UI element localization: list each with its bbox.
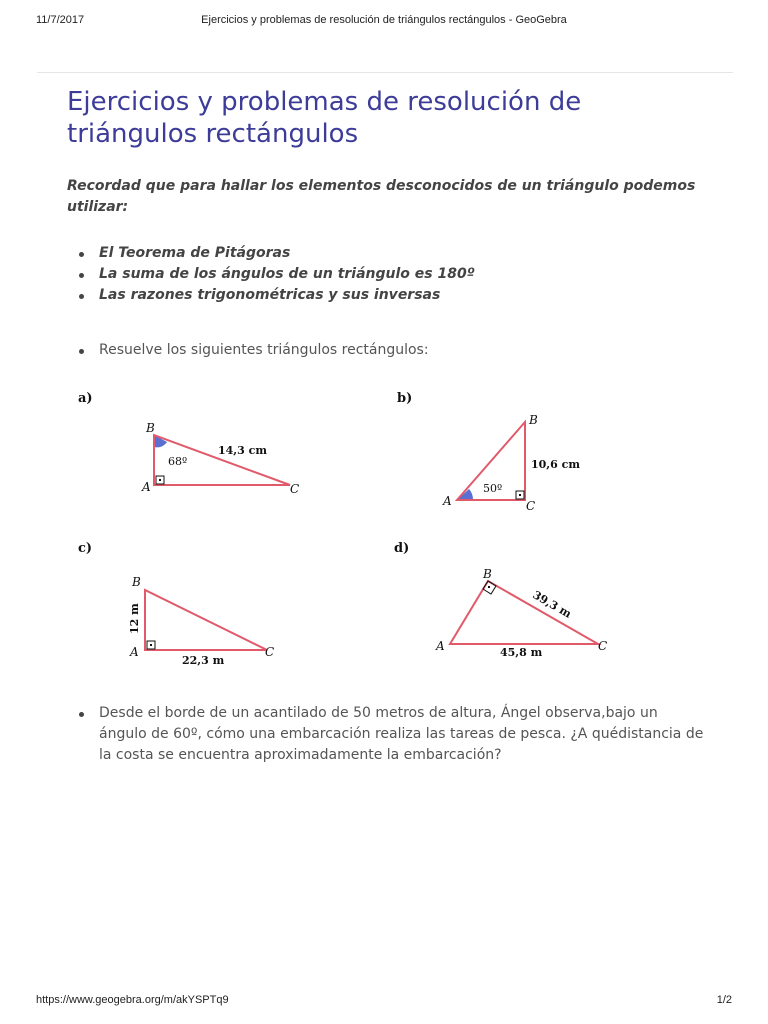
task-solve-triangles: Resuelve los siguientes triángulos rectángulos: [99,340,709,361]
triangle-d [450,581,598,644]
angle-value-a: 68º [168,455,188,468]
intro-text: Recordad que para hallar los elementos desconocidos de un triángulo podemos utilizar: [67,178,696,215]
print-date: 11/7/2017 [36,14,85,26]
vertex-c-b: C [526,499,536,513]
print-page-number: 1/2 [716,994,732,1006]
rules-list [99,243,699,306]
rule-item: La suma de los ángulos de un triángulo es 180º [99,264,699,285]
side-vertical-c: 12 m [128,603,141,634]
side-value-a: 14,3 cm [218,444,267,457]
triangles-figure [60,380,720,680]
task-cliff-problem: Desde el borde de un acantilado de 50 metros de altura, Ángel observa,bajo un ángulo de 60º, cómo una embarcación realiza las tareas de pesca. ¿A quédistancia de la costa se encuentra aproximadamente la embarcación? [99,703,709,766]
side-horizontal-c: 22,3 m [182,654,225,667]
vertex-b-a: B [146,421,155,435]
print-url: https://www.geogebra.org/m/akYSPTq9 [36,994,229,1006]
rule-item: Las razones trigonométricas y sus inversas [99,285,699,306]
right-angle-dot-a [159,479,161,481]
figure-label-a: a) [78,391,93,406]
side-base-d: 45,8 m [500,646,543,659]
vertex-b-b: B [529,413,538,427]
side-hyp-leg-d: 39,3 m [530,588,574,621]
document-title: Ejercicios y problemas de resolución de triángulos rectángulos [67,87,582,149]
print-header [36,14,732,30]
right-angle-dot-c [150,644,152,646]
angle-value-b: 50º [483,482,503,495]
vertex-c-c: C [265,645,275,659]
figure-label-c: c) [78,541,93,556]
print-page-title: Ejercicios y problemas de resolución de triángulos rectángulos - GeoGebra [201,14,567,26]
print-footer [36,994,732,1010]
right-angle-dot-b [519,494,521,496]
vertex-b-c: B [132,575,141,589]
figure-label-b: b) [397,391,413,406]
vertex-a-b: A [443,494,452,508]
side-value-b: 10,6 cm [531,458,580,471]
vertex-b-d: B [483,567,492,581]
right-angle-dot-d [488,586,490,588]
rule-item: El Teorema de Pitágoras [99,243,699,264]
figure-label-d: d) [394,541,410,556]
triangles-svg [60,380,720,680]
triangle-c [145,590,267,650]
vertex-a-d: A [436,639,445,653]
vertex-c-d: C [598,639,608,653]
header-divider [37,72,733,73]
vertex-c-a: C [290,482,300,496]
vertex-a-a: A [142,480,151,494]
vertex-a-c: A [130,645,139,659]
